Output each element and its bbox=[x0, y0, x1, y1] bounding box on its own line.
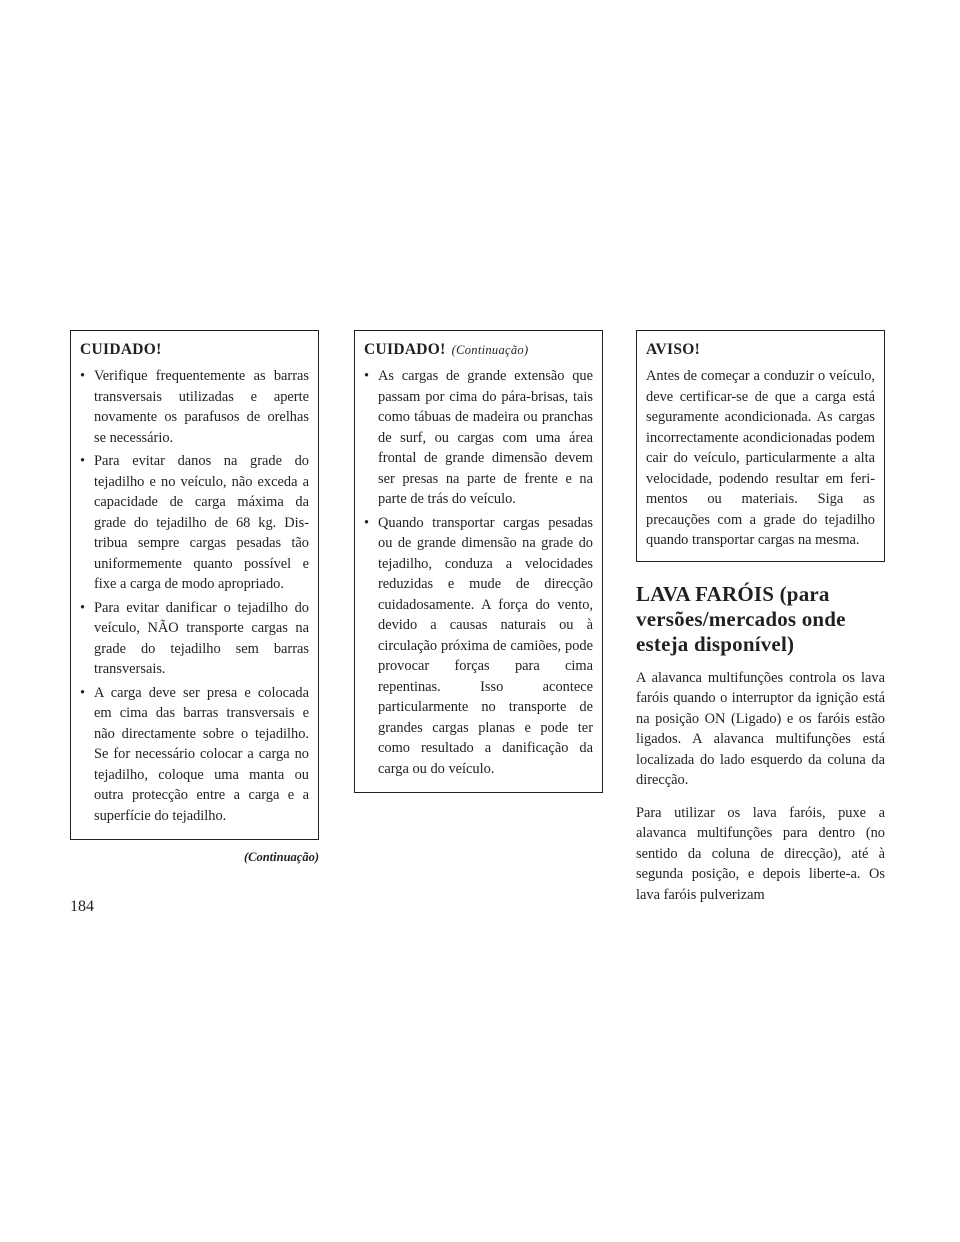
caution-list bbox=[364, 366, 593, 779]
list-item: • Verifique frequentemente as barras transversais utilizadas e aperte novamente os parafusos de orelhas se necessário. bbox=[80, 366, 309, 448]
list-item: • Quando transportar cargas pesadas ou de grande dimensão na grade do tejadilho, conduza a velocidades reduzidas e mude de direcção cuidadosamente. A força do vento, devido a causas naturais ou à circulação próxima de camiões, pode provocar forças para cima repentinas. Isso acontece particularmente no transporte de grandes cargas planas e pode ter como resultado a danificação da carga ou do veículo. bbox=[364, 513, 593, 780]
right-column bbox=[636, 330, 885, 917]
left-column bbox=[70, 330, 319, 865]
list-item: • Para evitar danificar o tejadilho do veículo, NÃO transporte cargas na grade do tejadilho sem barras transversais. bbox=[80, 598, 309, 680]
list-item: • A carga deve ser presa e colocada em cima das barras transversais e não directamente sobre o tejadilho. Se for necessário colocar a carga no tejadilho, coloque uma manta ou outra protecção entre a carga e a superfície do tejadilho. bbox=[80, 683, 309, 827]
caution-box-continued bbox=[354, 330, 603, 793]
body-paragraph: Para utilizar os lava faróis, puxe a alavanca multifunções para dentro (no sentido da coluna de direcção), até à segunda posição, e depois liberte-a. Os lava faróis pulverizam bbox=[636, 804, 885, 903]
continued-note: (Continuação) bbox=[243, 850, 319, 864]
warning-box bbox=[636, 330, 885, 562]
caution-title-text: CUIDADO! bbox=[364, 341, 446, 358]
caution-box bbox=[70, 330, 319, 840]
body-paragraph: A alavanca multifunções controla os lava faróis quando o interruptor da ignição está na posição ON (Ligado) e os faróis estão ligados. A alavanca multifunções está localizada do lado esquerdo da coluna da direcção. bbox=[636, 669, 885, 788]
warning-title: AVISO! bbox=[646, 341, 701, 358]
caution-title: CUIDADO! bbox=[80, 341, 162, 358]
caution-list bbox=[80, 366, 309, 826]
warning-text: Antes de começar a conduzir o veículo, deve certificar-se de que a carga está seguramente acondicionada. As cargas incorrectamente acondicionadas podem cair do veículo, particularmente a alta velocidade, podendo resultar em ferimentos ou materiais. Siga as precauções com a grade do tejadilho quando transportar cargas na mesma. bbox=[646, 368, 875, 548]
section-heading: LAVA FARÓIS (para versões/mercados onde esteja disponível) bbox=[636, 581, 846, 656]
list-item: • As cargas de grande extensão que passam por cima do pára-brisas, tais como tábuas de madeira ou pranchas de surf, ou cargas com uma área frontal de grande dimensão devem ser presas na parte de frente e na parte de trás do veículo. bbox=[364, 366, 593, 510]
middle-column bbox=[354, 330, 603, 793]
list-item: • Para evitar danos na grade do tejadilho e no veículo, não exceda a capacidade de carga máxima da grade do tejadilho de 68 kg. Distribua sempre cargas pesadas tão uniformemente quanto possível e fixe a carga de modo apropriado. bbox=[80, 451, 309, 595]
caution-title bbox=[364, 340, 593, 360]
page-number: 184 bbox=[70, 898, 94, 915]
caution-title-suffix: (Continuação) bbox=[451, 343, 529, 357]
